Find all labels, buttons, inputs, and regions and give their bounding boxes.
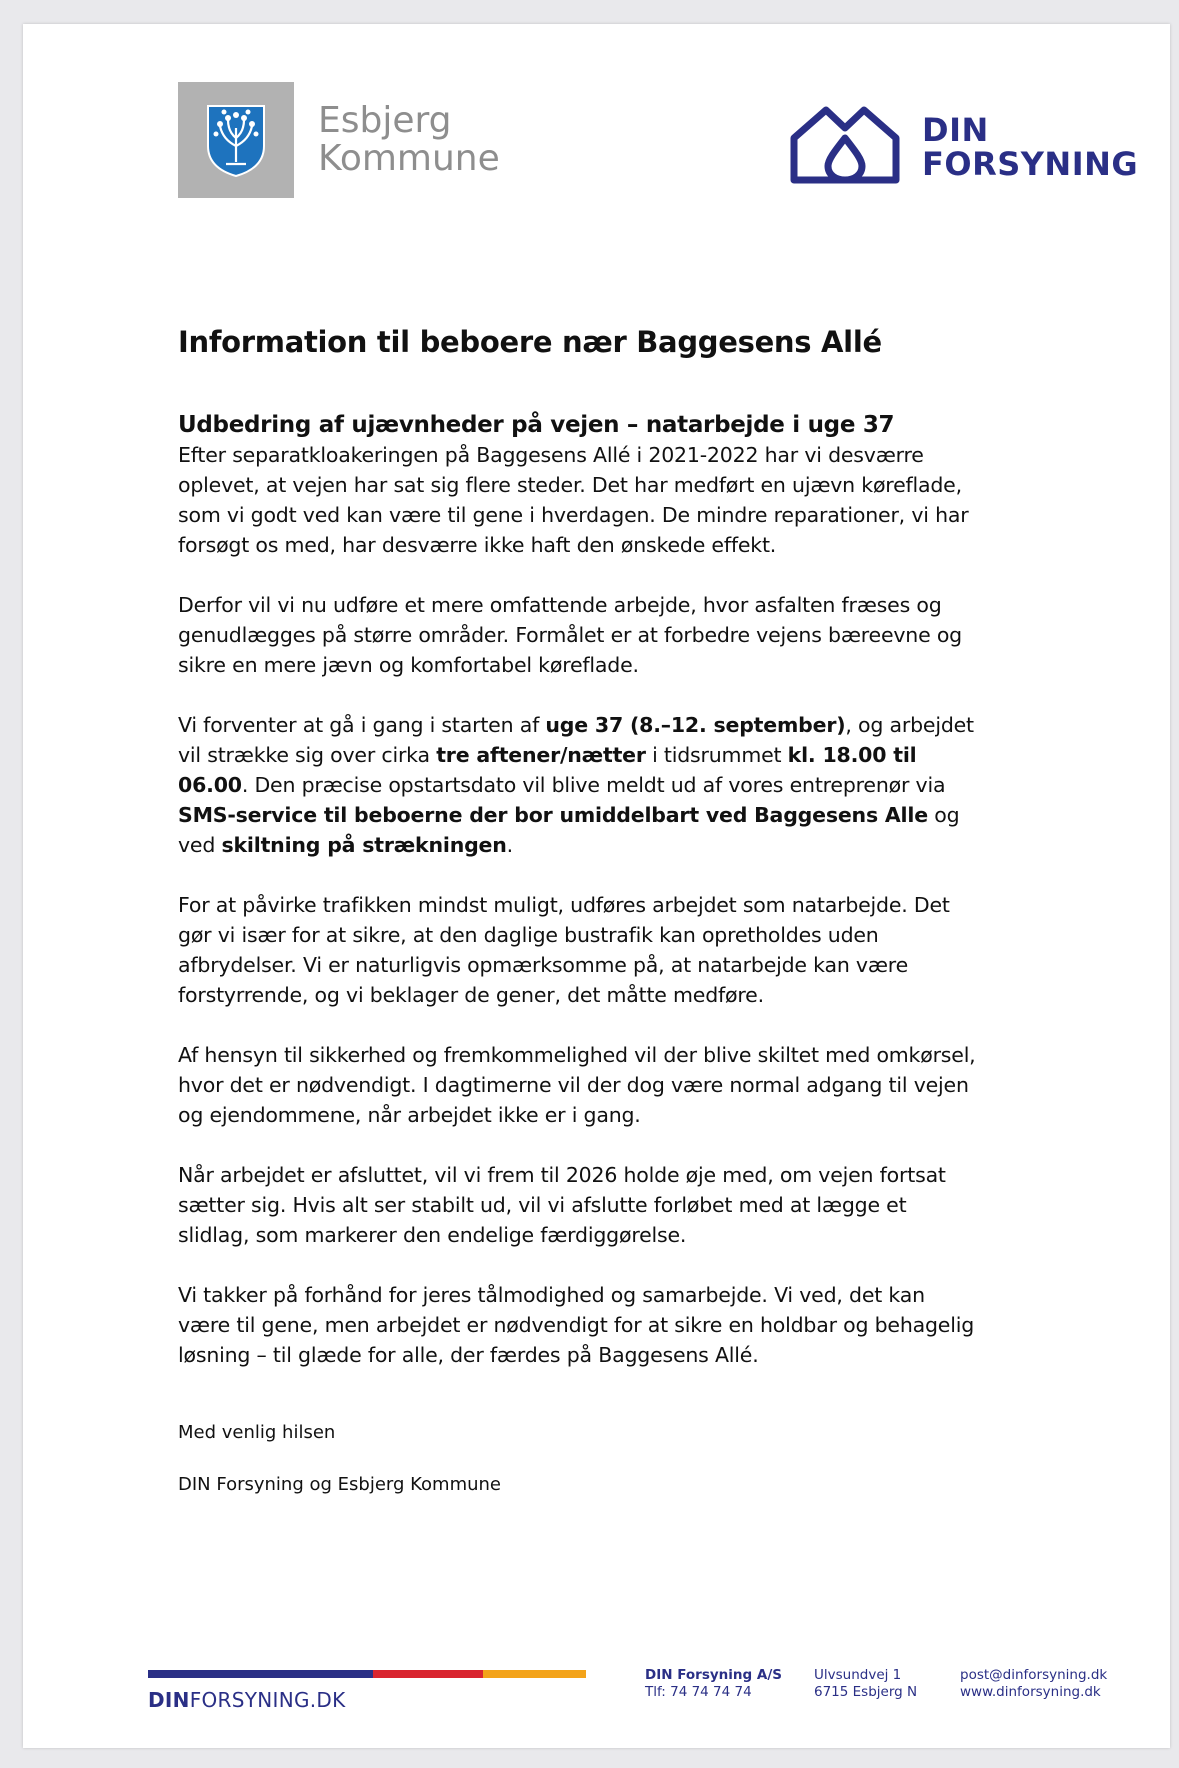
din-forsyning-logo [788, 104, 1138, 189]
esbjerg-kommune-logo [178, 82, 500, 198]
schedule-text: . [506, 833, 513, 857]
house-drop-icon [788, 104, 902, 189]
stripe-red [373, 1670, 483, 1678]
stripe-orange [483, 1670, 586, 1678]
kommune-text: Kommune [318, 138, 500, 179]
footer-company [645, 1667, 782, 1701]
paragraph-intro: Efter separatkloakeringen på Baggesens Allé i 2021-2022 har vi desværre oplevet, at vejen har sat sig flere steder. Det har medført en ujævn køreflade, som vi godt ved kan være til gene i hverdagen. De mindre reparationer, vi har forsøgt os med, har desværre ikke haft den ønskede effekt. [178, 443, 969, 557]
footer-contact [960, 1667, 1107, 1701]
esbjerg-crest-icon [178, 82, 294, 198]
din-forsyning-wordmark [922, 110, 1139, 183]
contact-email[interactable]: post@dinforsyning.dk [960, 1667, 1108, 1683]
paragraph-night-work: For at påvirke trafikken mindst muligt, udføres arbejdet som natarbejde. Det gør vi især for at sikre, at den daglige bustrafik kan opretholdes uden afbrydelser. Vi er naturligvis opmærksomme på, at natarbejde kan være forstyrrende, og vi beklager de gener, det måtte medføre. [178, 893, 950, 1007]
paragraph-follow-up: Når arbejdet er afsluttet, vil vi frem til 2026 holde øje med, om vejen fortsat sætter sig. Hvis alt ser stabilt ud, vil vi afslutte forløbet med at lægge et slidlag, som markerer den endelige færdiggørelse. [178, 1163, 946, 1247]
company-name: DIN Forsyning A/S [645, 1667, 782, 1683]
stripe-blue [148, 1670, 373, 1678]
footer-website-wordmark [148, 1688, 346, 1712]
footer-color-stripe [148, 1670, 586, 1678]
schedule-signage: skiltning på strækningen [221, 833, 507, 857]
contact-website[interactable]: www.dinforsyning.dk [960, 1684, 1101, 1700]
forsyning-text: FORSYNING [922, 144, 1139, 183]
site-bold: DIN [148, 1688, 190, 1712]
schedule-hours: kl. 18.00 til 06.00 [178, 743, 917, 797]
schedule-text: , og arbejdet vil strække sig over cirka [178, 713, 974, 767]
document-subtitle: Udbedring af ujævnheder på vejen – natarbejde i uge 37 [178, 412, 895, 438]
schedule-sms-service: SMS-service til beboerne der bor umiddelbart ved Baggesens Alle [178, 803, 928, 827]
schedule-week: uge 37 (8.–12. september) [545, 713, 846, 737]
paragraph-thanks: Vi takker på forhånd for jeres tålmodighed og samarbejde. Vi ved, det kan være til gene, men arbejdet er nødvendigt for at sikre en holdbar og behagelig løsning – til glæde for alle, der færdes på Baggesens Allé. [178, 1283, 975, 1367]
paragraph-detour: Af hensyn til sikkerhed og fremkommelighed vil der blive skiltet med omkørsel, hvor det er nødvendigt. I dagtimerne vil der dog være normal adgang til vejen og ejendommene, når arbejdet ikke er i gang. [178, 1043, 976, 1127]
esbjerg-kommune-wordmark [318, 102, 500, 178]
sender: DIN Forsyning og Esbjerg Kommune [178, 1474, 501, 1495]
schedule-text: . Den præcise opstartsdato vil blive meldt ud af vores entreprenør via [241, 773, 946, 797]
letter-body [178, 322, 978, 1498]
paragraph-plan: Derfor vil vi nu udføre et mere omfattende arbejde, hvor asfalten fræses og genudlægges på større områder. Formålet er at forbedre vejens bæreevne og sikre en mere jævn og komfortabel køreflade. [178, 593, 962, 677]
esbjerg-text: Esbjerg [318, 100, 452, 141]
schedule-duration: tre aftener/nætter [436, 743, 646, 767]
schedule-text: i tidsrummet [645, 743, 788, 767]
address-city: 6715 Esbjerg N [814, 1684, 918, 1700]
signoff: Med venlig hilsen [178, 1422, 336, 1443]
address-street: Ulvsundvej 1 [814, 1667, 902, 1683]
site-light: FORSYNING.DK [189, 1688, 346, 1712]
footer-address [814, 1667, 917, 1701]
company-phone: Tlf: 74 74 74 74 [645, 1684, 752, 1700]
document-title: Information til beboere nær Baggesens Allé [178, 325, 882, 359]
paragraph-schedule [178, 710, 978, 860]
schedule-text: og ved [178, 803, 960, 857]
din-text: DIN [922, 110, 989, 149]
schedule-text: Vi forventer at gå i gang i starten af [178, 713, 546, 737]
